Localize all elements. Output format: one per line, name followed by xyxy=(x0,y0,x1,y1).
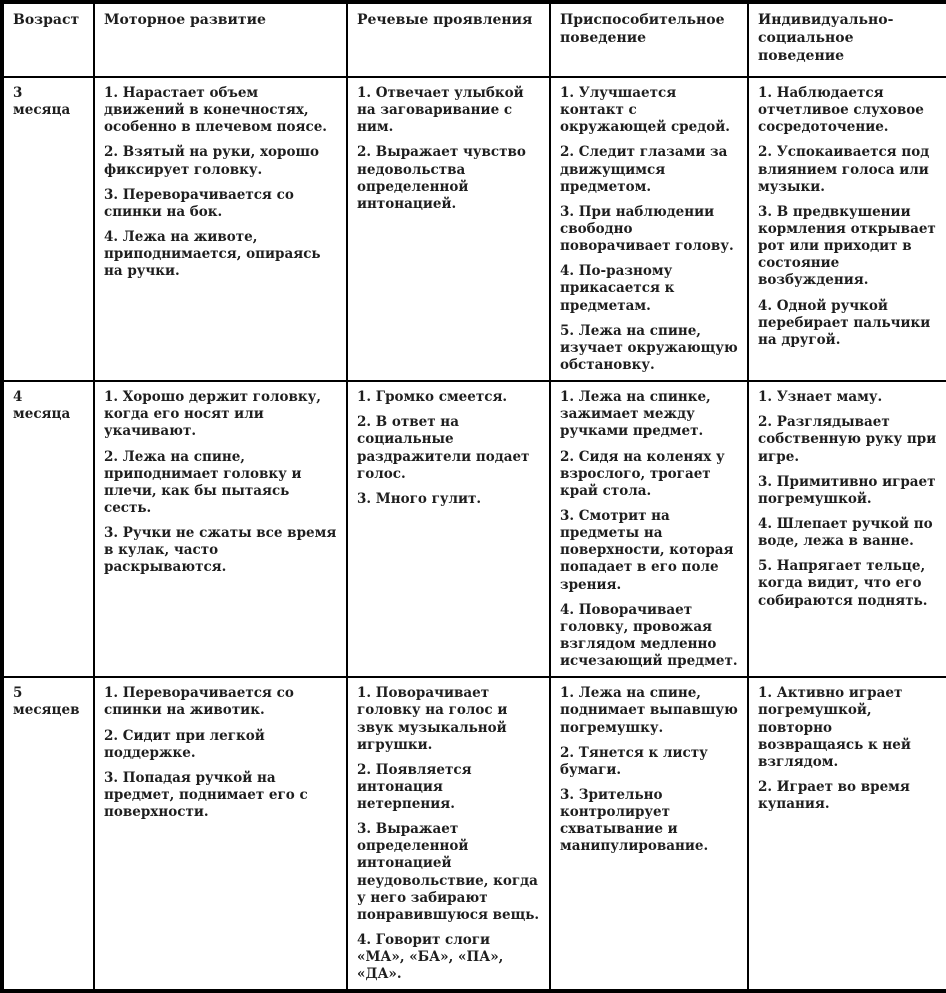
cell-text-item: 2. Тянется к листу бумаги. xyxy=(560,744,708,778)
cell-text-item: 4. По-разному прикасается к предметам. xyxy=(560,263,675,314)
cell-text-item: 1. Лежа на спинке, зажимает между ручками предмет. xyxy=(560,389,711,440)
cell-text-item: 2. Появляется интонация нетерпения. xyxy=(357,761,472,813)
social-cell xyxy=(748,677,946,991)
age-cell: 4 месяца xyxy=(2,381,94,677)
cell-text-item: 1. Улучшается контакт с окружающей средой. xyxy=(560,85,730,136)
adaptive-cell xyxy=(550,677,748,991)
header-individual-social-behavior: Индивидуально-социальное поведение xyxy=(748,2,946,77)
social-cell xyxy=(748,381,946,677)
header-row xyxy=(2,2,946,77)
cell-text-item: 3. Примитивно играет погремушкой. xyxy=(758,473,936,507)
speech-cell xyxy=(347,677,550,991)
cell-text-item: 1. Нарастает объем движений в конечностях, особенно в плечевом поясе. xyxy=(104,85,328,136)
cell-text-item: 5. Напрягает тельце, когда видит, что его собираются поднять. xyxy=(758,558,928,609)
cell-text-item: 1. Хорошо держит головку, когда его носят или укачивают. xyxy=(104,389,321,440)
cell-text-item: 4. Говорит слоги «МА», «БА», «ПА», «ДА». xyxy=(357,932,504,983)
cell-text-item: 3. Много гулит. xyxy=(357,490,482,507)
cell-text-item: 2. Сидя на коленях у взрослого, трогает край стола. xyxy=(560,448,725,499)
header-adaptive-behavior: Приспособительное поведение xyxy=(550,2,748,77)
cell-text-item: 4. Одной ручкой перебирает пальчики на другой. xyxy=(758,297,931,348)
header-age: Возраст xyxy=(2,2,94,77)
cell-text-item: 2. Играет во время купания. xyxy=(758,778,910,813)
table-row-4-months xyxy=(2,381,946,677)
motor-cell xyxy=(94,677,347,991)
cell-text-item: 1. Узнает маму. xyxy=(758,389,883,406)
cell-text-item: 1. Наблюдается отчетливое слуховое сосредоточение. xyxy=(758,85,924,136)
motor-cell xyxy=(94,77,347,381)
adaptive-cell xyxy=(550,381,748,677)
cell-text-item: 1. Поворачивает головку на голос и звук музыкальной игрушки. xyxy=(357,685,508,753)
cell-text-item: 2. В ответ на социальные раздражители подает голос. xyxy=(357,414,530,482)
cell-text-item: 2. Разглядывает собственную руку при игре. xyxy=(758,414,937,465)
cell-text-item: 2. Лежа на спине, приподнимает головку и плечи, как бы пытаясь сесть. xyxy=(104,448,302,516)
cell-text-item: 2. Сидит при легкой поддержке. xyxy=(104,727,265,761)
cell-text-item: 2. Выражает чувство недовольства определенной интонацией. xyxy=(357,144,526,212)
age-cell: 5 месяцев xyxy=(2,677,94,991)
cell-text-item: 3. Смотрит на предметы на поверхности, которая попадает в его поле зрения. xyxy=(560,507,734,593)
motor-cell xyxy=(94,381,347,677)
cell-text-item: 3. Ручки не сжаты все время в кулак, часто раскрываются. xyxy=(104,525,337,576)
cell-text-item: 1. Переворачивается со спинки на животик. xyxy=(104,685,294,719)
header-speech-manifestations: Речевые проявления xyxy=(347,2,550,77)
cell-text-item: 3. Попадая ручкой на предмет, поднимает его с поверхности. xyxy=(104,769,308,821)
cell-text-item: 4. Лежа на животе, приподнимается, опираясь на ручки. xyxy=(104,228,321,280)
age-cell: 3 месяца xyxy=(2,77,94,381)
cell-text-item: 2. Взятый на руки, хорошо фиксирует головку. xyxy=(104,144,319,178)
cell-text-item: 3. Переворачивается со спинки на бок. xyxy=(104,186,294,220)
cell-text-item: 3. Выражает определенной интонацией неудовольствие, когда у него забирают понравившуюся вещь. xyxy=(357,821,540,923)
cell-text-item: 3. При наблюдении свободно поворачивает голову. xyxy=(560,203,734,255)
speech-cell xyxy=(347,381,550,677)
speech-cell xyxy=(347,77,550,381)
table-row-5-months xyxy=(2,677,946,991)
cell-text-item: 4. Шлепает ручкой по воде, лежа в ванне. xyxy=(758,515,933,550)
cell-text-item: 3. Зрительно контролирует схватывание и манипулирование. xyxy=(560,786,709,855)
cell-text-item: 1. Отвечает улыбкой на заговаривание с ним. xyxy=(357,85,524,136)
cell-text-item: 4. Поворачивает головку, провожая взглядом медленно исчезающий предмет. xyxy=(560,601,738,670)
cell-text-item: 2. Успокаивается под влиянием голоса или музыки. xyxy=(758,144,930,195)
social-cell xyxy=(748,77,946,381)
cell-text-item: 5. Лежа на спине, изучает окружающую обстановку. xyxy=(560,322,738,373)
cell-text-item: 1. Лежа на спине, поднимает выпавшую погремушку. xyxy=(560,685,738,736)
cell-text-item: 2. Следит глазами за движущимся предметом. xyxy=(560,144,728,195)
cell-text-item: 3. В предвкушении кормления открывает рот или приходит в состояние возбуждения. xyxy=(758,203,936,289)
header-motor-development: Моторное развитие xyxy=(94,2,347,77)
adaptive-cell xyxy=(550,77,748,381)
cell-text-item: 1. Активно играет погремушкой, повторно возвращаясь к ней взглядом. xyxy=(758,685,911,770)
cell-text-item: 1. Громко смеется. xyxy=(357,389,508,406)
table-row-3-months xyxy=(2,77,946,381)
